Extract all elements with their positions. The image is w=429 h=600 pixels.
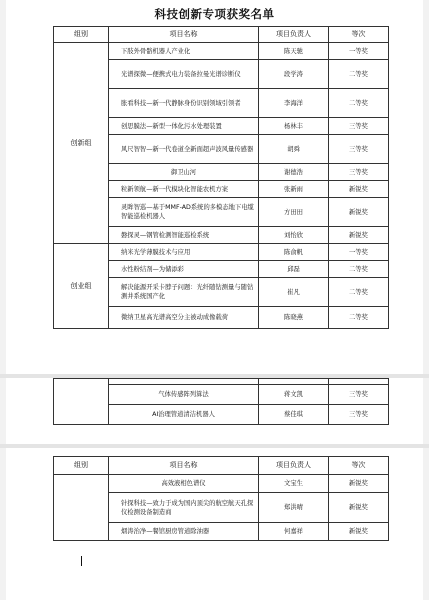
project-name: 针探科技—致力于成为国内顶尖的航空航天孔探仪检测设备制造商 bbox=[109, 493, 259, 523]
project-leader: 刘怡欣 bbox=[259, 227, 329, 244]
award-level: 新锐奖 bbox=[329, 227, 389, 244]
award-level: 二等奖 bbox=[329, 89, 389, 118]
group-venture: 创业组 bbox=[54, 244, 109, 329]
award-level: 三等奖 bbox=[329, 405, 389, 425]
document-title: 科技创新专项获奖名单 bbox=[154, 7, 275, 21]
award-level: 新锐奖 bbox=[329, 493, 389, 523]
project-name: 御卫山河 bbox=[109, 164, 259, 181]
project-name: 光谱探微—便携式电力装备拉曼光谱诊断仪 bbox=[109, 60, 259, 89]
header-project: 项目名称 bbox=[109, 27, 259, 43]
award-level: 二等奖 bbox=[329, 60, 389, 89]
table-header-row bbox=[54, 27, 389, 43]
project-name: 下肢外骨骼机器人产业化 bbox=[109, 43, 259, 60]
project-name: 灵眸智巡—基于MMF-AD系统的多模态地下电缆智能巡检机器人 bbox=[109, 198, 259, 227]
header-award: 等次 bbox=[329, 457, 389, 475]
award-level: 一等奖 bbox=[329, 244, 389, 261]
group-cell bbox=[54, 379, 109, 425]
group-cell bbox=[54, 475, 109, 541]
text-cursor bbox=[81, 556, 82, 566]
document-page-2 bbox=[6, 378, 423, 444]
award-level: 二等奖 bbox=[329, 307, 389, 329]
project-leader: 李海洋 bbox=[259, 89, 329, 118]
award-table-2 bbox=[53, 378, 389, 425]
project-leader: 谢德浩 bbox=[259, 164, 329, 181]
table-row bbox=[54, 43, 389, 60]
award-level: 二等奖 bbox=[329, 278, 389, 307]
award-table-3 bbox=[53, 456, 389, 541]
project-leader: 胡舜 bbox=[259, 135, 329, 164]
project-name: 粒新领航—新一代模块化智能农机方案 bbox=[109, 181, 259, 198]
table-header-row bbox=[54, 457, 389, 475]
project-name: 胀看科技—新一代静脉身份识别领域引领者 bbox=[109, 89, 259, 118]
award-level: 新锐奖 bbox=[329, 198, 389, 227]
award-level: 新锐奖 bbox=[329, 475, 389, 493]
project-leader: 邱磊 bbox=[259, 261, 329, 278]
award-level: 三等奖 bbox=[329, 164, 389, 181]
project-leader: 何嘉祥 bbox=[259, 523, 329, 541]
project-leader: 崔凡 bbox=[259, 278, 329, 307]
award-level: 三等奖 bbox=[329, 118, 389, 135]
document-page-1 bbox=[6, 0, 423, 374]
table-row bbox=[54, 244, 389, 261]
project-leader: 蒋文凯 bbox=[259, 385, 329, 405]
award-level: 三等奖 bbox=[329, 135, 389, 164]
project-leader: 杨林丰 bbox=[259, 118, 329, 135]
project-name: 风尺智智—新一代卷道全新面超声波风量传感器 bbox=[109, 135, 259, 164]
project-leader: 段学涛 bbox=[259, 60, 329, 89]
project-leader: 陈天驰 bbox=[259, 43, 329, 60]
project-name: 气体传感阵列算法 bbox=[109, 385, 259, 405]
header-award: 等次 bbox=[329, 27, 389, 43]
project-name: 磐探灵—钢管检测智能巡检系统 bbox=[109, 227, 259, 244]
award-level: 新锐奖 bbox=[329, 523, 389, 541]
header-group: 组别 bbox=[54, 27, 109, 43]
project-leader: 陈晓燕 bbox=[259, 307, 329, 329]
project-name: 水性粉结剂—为储添彩 bbox=[109, 261, 259, 278]
project-name: 微纳卫星高光谱高空分主被动成像载荷 bbox=[109, 307, 259, 329]
project-leader: 文宝生 bbox=[259, 475, 329, 493]
table-row bbox=[54, 475, 389, 493]
header-leader: 项目负责人 bbox=[259, 27, 329, 43]
award-table-1 bbox=[53, 26, 389, 329]
project-leader: 陈俞帆 bbox=[259, 244, 329, 261]
project-name: 纳米光学薄膜技术与应用 bbox=[109, 244, 259, 261]
award-level: 三等奖 bbox=[329, 385, 389, 405]
project-leader: 郑洪晴 bbox=[259, 493, 329, 523]
project-name: 创思膜法—新型一体化污水处理装置 bbox=[109, 118, 259, 135]
project-name: 高效液相色谱仪 bbox=[109, 475, 259, 493]
award-level: 新锐奖 bbox=[329, 181, 389, 198]
project-name: AI治理管道清洁机器人 bbox=[109, 405, 259, 425]
project-leader: 方田田 bbox=[259, 198, 329, 227]
document-page-3 bbox=[6, 448, 423, 600]
group-innovation: 创新组 bbox=[54, 43, 109, 244]
award-level: 一等奖 bbox=[329, 43, 389, 60]
project-leader: 张新雨 bbox=[259, 181, 329, 198]
project-name: 解决能源开采卡脖子问题：光纤随钻测量与随钻测井系统国产化 bbox=[109, 278, 259, 307]
project-leader: 蔡佳琪 bbox=[259, 405, 329, 425]
header-leader: 项目负责人 bbox=[259, 457, 329, 475]
award-level: 二等奖 bbox=[329, 261, 389, 278]
header-group: 组别 bbox=[54, 457, 109, 475]
header-project: 项目名称 bbox=[109, 457, 259, 475]
project-name: 烟涛治净—餐馆厨房管道除油器 bbox=[109, 523, 259, 541]
